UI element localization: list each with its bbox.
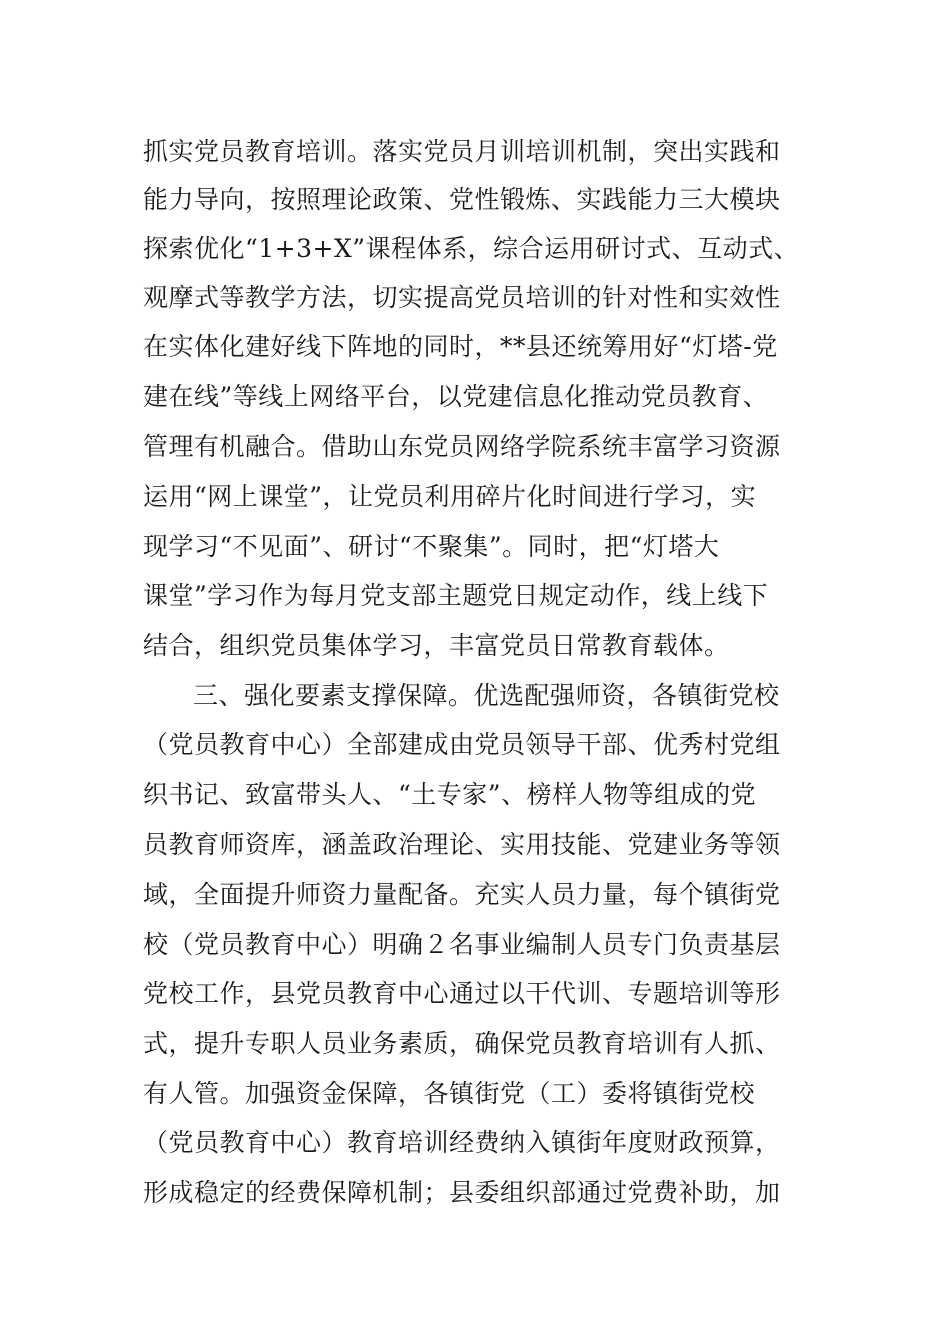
- text-line: 探索优化“1+3+X”课程体系，综合运用研讨式、互动式、: [143, 234, 800, 263]
- text-line: 形成稳定的经费保障机制；县委组织部通过党费补助，加: [143, 1178, 781, 1207]
- text-line: （党员教育中心）教育培训经费纳入镇街年度财政预算，: [143, 1128, 781, 1157]
- text-line: 课堂”学习作为每月党支部主题党日规定动作，线上线下: [143, 581, 769, 610]
- text-line: 抓实党员教育培训。落实党员月训培训机制，突出实践和: [143, 137, 781, 166]
- paragraph-start-line: 三、强化要素支撑保障。优选配强师资，各镇街党校: [193, 681, 780, 710]
- text-line: 域，全面提升师资力量配备。充实人员力量，每个镇街党: [143, 880, 781, 909]
- text-line: 结合，组织党员集体学习，丰富党员日常教育载体。: [143, 631, 730, 660]
- text-line: 有人管。加强资金保障，各镇街党（工）委将镇街党校: [143, 1079, 756, 1108]
- text-line: （党员教育中心）全部建成由党员领导干部、优秀村党组: [143, 730, 781, 759]
- text-line: 现学习“不见面”、研讨“不聚集”。同时，把“灯塔大: [143, 532, 720, 561]
- text-line: 能力导向，按照理论政策、党性锻炼、实践能力三大模块: [143, 185, 781, 214]
- text-line: 织书记、致富带头人、“土专家”、榜样人物等组成的党: [143, 780, 757, 809]
- text-line: 式，提升专职人员业务素质，确保党员教育培训有人抓、: [143, 1029, 781, 1058]
- text-line: 党校工作，县党员教育中心通过以干代训、专题培训等形: [143, 979, 781, 1008]
- text-line: 管理有机融合。借助山东党员网络学院系统丰富学习资源: [143, 432, 781, 461]
- text-line: 员教育师资库，涵盖政治理论、实用技能、党建业务等领: [143, 830, 781, 859]
- text-line: 在实体化建好线下阵地的同时，**县还统筹用好“灯塔-党: [143, 332, 778, 361]
- text-line: 运用“网上课堂”，让党员利用碎片化时间进行学习，实: [143, 482, 757, 511]
- text-line: 建在线”等线上网络平台，以党建信息化推动党员教育、: [143, 382, 769, 411]
- text-line: 校（党员教育中心）明确２名事业编制人员专门负责基层: [143, 930, 781, 959]
- text-line: 观摩式等教学方法，切实提高党员培训的针对性和实效性: [143, 283, 781, 312]
